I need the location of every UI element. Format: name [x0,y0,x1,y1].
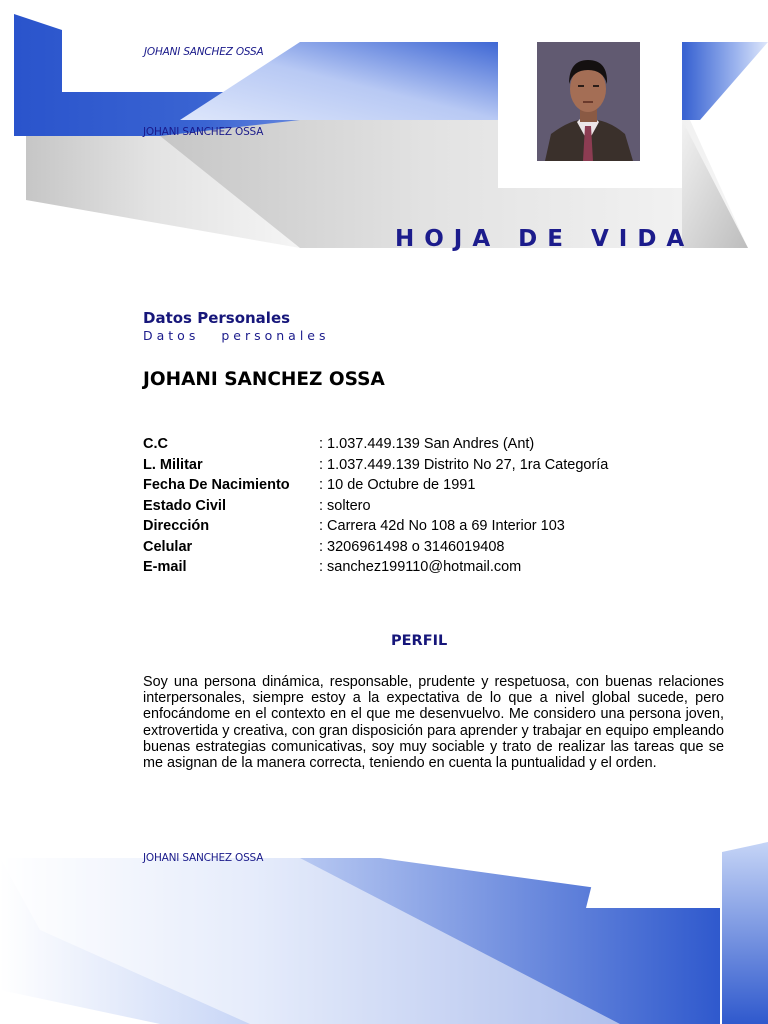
info-label: E-mail [143,559,187,575]
info-label: L. Militar [143,456,203,473]
footer-name: JOHANI SANCHEZ OSSA [143,852,264,864]
info-value: : Carrera 42d No 108 a 69 Interior 103 [319,518,565,534]
info-label: Estado Civil [143,497,226,514]
info-value: : 1.037.449.139 San Andres (Ant) [319,436,535,452]
full-name: JOHANI SANCHEZ OSSA [143,369,385,390]
info-label: Fecha De Nacimiento [143,477,290,493]
info-value: : 3206961498 o 3146019408 [319,538,505,555]
section-title-perfil: PERFIL [391,633,448,649]
info-label: Dirección [143,518,210,534]
section-title-personal: Datos Personales [143,309,291,327]
person-photo [537,42,640,161]
info-value: : 10 de Octubre de 1991 [319,477,476,493]
header-name-second: JOHANI SANCHEZ OSSA [143,126,264,138]
document-title: HOJA DE VIDA [395,226,695,252]
perfil-paragraph: Soy una persona dinámica, responsable, prudente y respetuosa, con buenas relaciones interpersonales, siempre estoy a la expectativa de lo que a nivel global sucede, pero enfocándome en el contexto en el que me desenvuelvo. Me considero una persona joven, extrovertida y creativa, con gran disposición para aprender y trabajar en equipo empleando buenas estrategias comunicativas, soy muy sociable y trato de realizar las tareas que se me asignan de la manera correcta, teniendo en cuenta la puntualidad y el orden. [143,674,724,772]
header-name-top: JOHANI SANCHEZ OSSA [144,46,264,58]
bottom-right-blue [722,842,768,1024]
bottom-white-cut [586,852,722,908]
info-label: C.C [143,436,168,452]
info-value: : soltero [319,497,371,514]
section-subtitle-personal: Datos personales [143,328,330,343]
info-value: : 1.037.449.139 Distrito No 27, 1ra Categoría [319,456,609,473]
info-value: : sanchez199110@hotmail.com [319,559,522,575]
info-label: Celular [143,538,193,555]
